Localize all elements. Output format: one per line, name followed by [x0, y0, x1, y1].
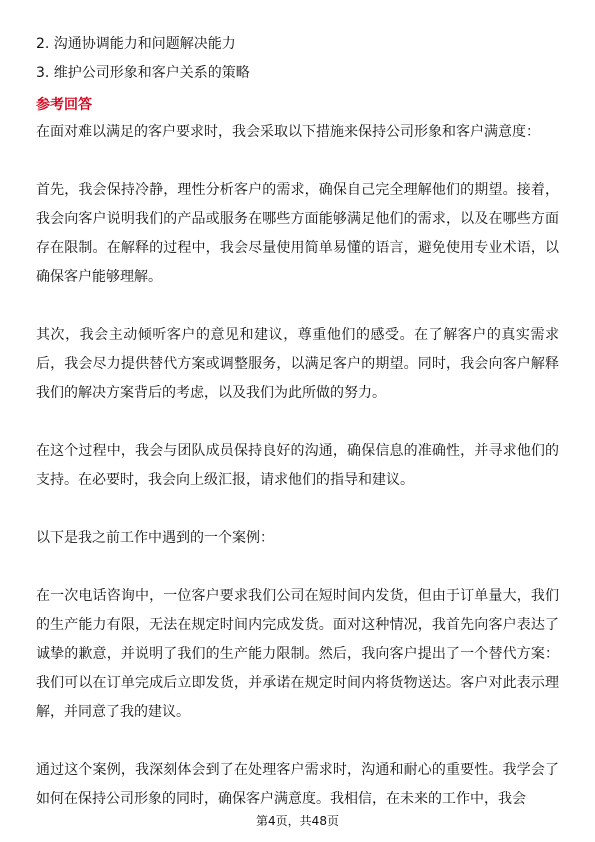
list-item: 3. 维护公司形象和客户关系的策略 [36, 65, 250, 81]
answer-heading: 参考回答 [36, 97, 92, 113]
paragraph-second: 其次，我会主动倾听客户的意见和建议，尊重他们的感受。在了解客户的真实需求后，我会尽力提供替代方案或调整服务，以满足客户的期望。同时，我会向客户解释我们的解决方案背后的考虑，以及我们为此所做的努力。 [36, 327, 559, 401]
paragraph-intro: 在面对难以满足的客户要求时，我会采取以下措施来保持公司形象和客户满意度： [36, 124, 540, 140]
list-item: 2. 沟通协调能力和问题解决能力 [36, 36, 236, 52]
paragraph-case: 在一次电话咨询中，一位客户要求我们公司在短时间内发货，但由于订单量大，我们的生产能力有限，无法在规定时间内完成发货。面对这种情况，我首先向客户表达了诚挚的歉意，并说明了我们的生产能力限制。然后，我向客户提出了一个替代方案：我们可以在订单完成后立即发货，并承诺在规定时间内将货物送达。客户对此表示理解，并同意了我的建议。 [36, 588, 559, 720]
paragraph-teamwork: 在这个过程中，我会与团队成员保持良好的沟通，确保信息的准确性，并寻求他们的支持。在必要时，我会向上级汇报，请求他们的指导和建议。 [36, 443, 559, 488]
paragraph-conclusion: 通过这个案例，我深刻体会到了在处理客户需求时，沟通和耐心的重要性。我学会了如何在保持公司形象的同时，确保客户满意度。我相信，在未来的工作中，我会 [36, 762, 559, 807]
page-number: 第4页，共48页 [256, 814, 339, 828]
paragraph-case-intro: 以下是我之前工作中遇到的一个案例： [36, 530, 274, 546]
paragraph-first: 首先，我会保持冷静，理性分析客户的需求，确保自己完全理解他们的期望。接着，我会向客户说明我们的产品或服务在哪些方面能够满足他们的需求，以及在哪些方面存在限制。在解释的过程中，我会尽量使用简单易懂的语言，避免使用专业术语，以确保客户能够理解。 [36, 182, 559, 285]
